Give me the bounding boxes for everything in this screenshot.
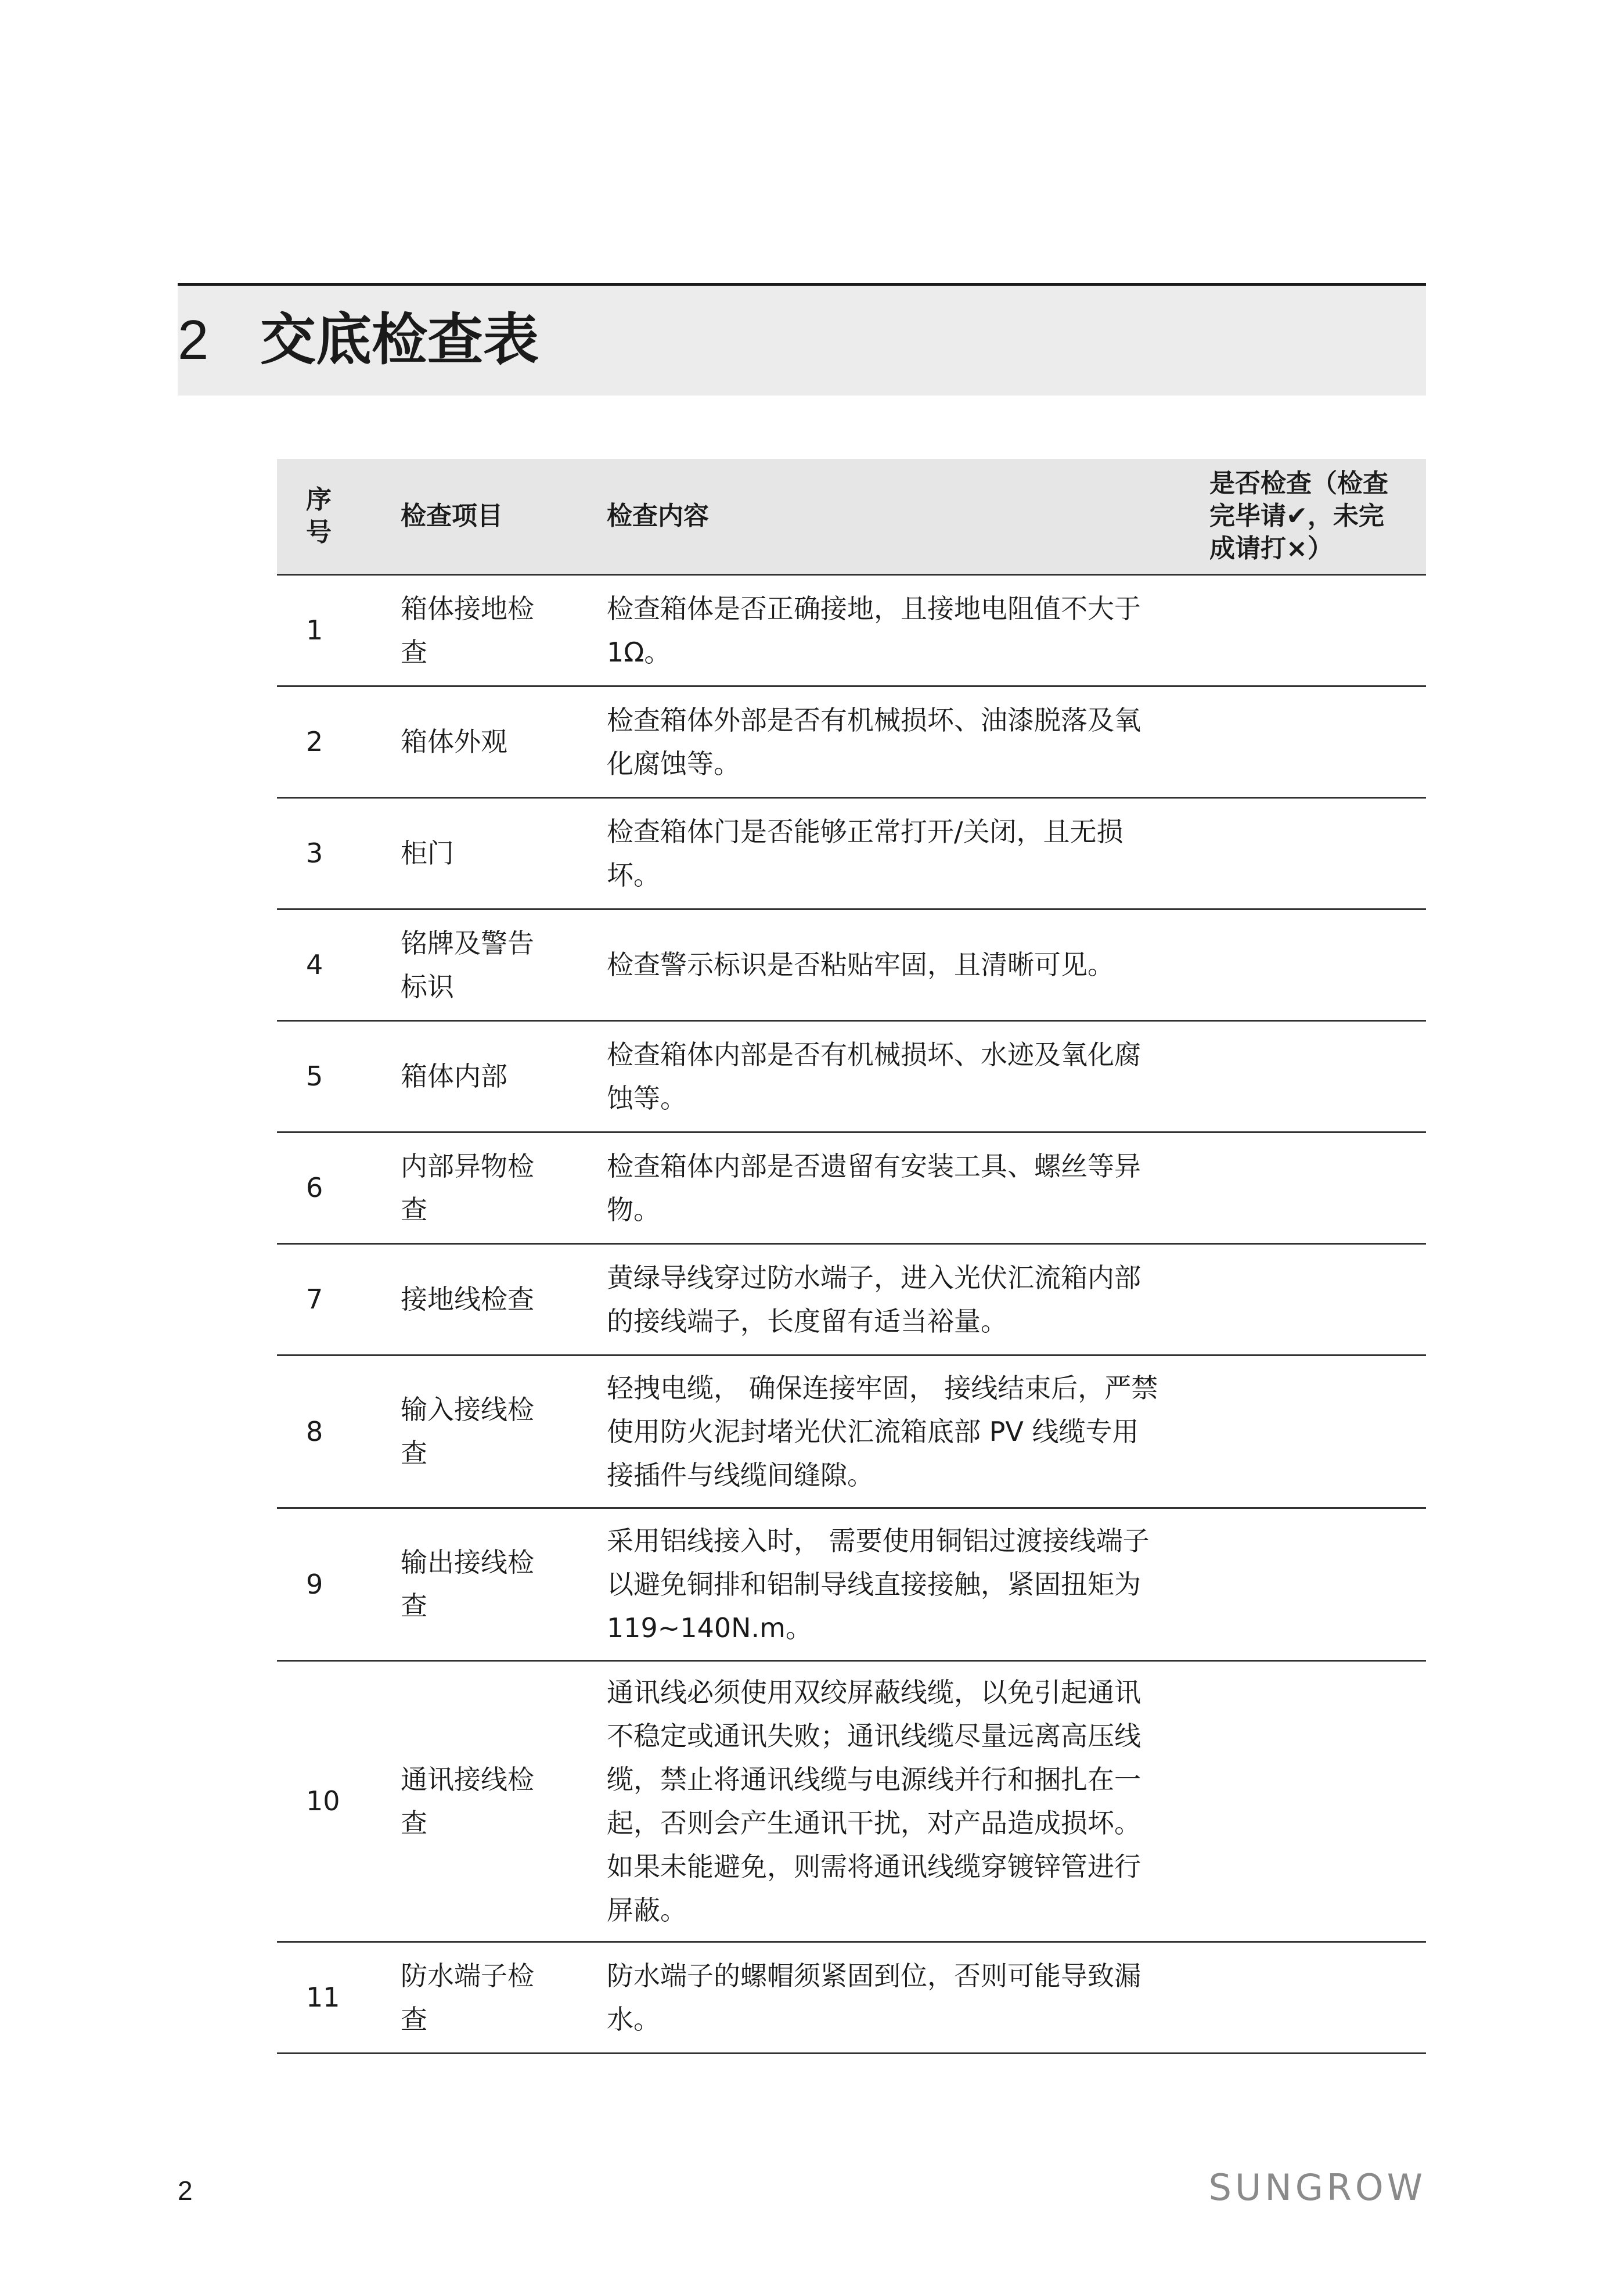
row-status[interactable]: [1209, 1508, 1426, 1661]
row-item: [401, 1021, 607, 1132]
table-row: [277, 909, 1426, 1021]
row-content-label: 检查箱体内部是否遗留有安装工具、螺丝等异物。: [607, 1150, 1141, 1225]
row-item-label: 输出接线检查: [401, 1547, 534, 1622]
row-item-label: 防水端子检查: [401, 1960, 534, 2035]
table-row: [277, 1661, 1426, 1942]
table-row: [277, 798, 1426, 909]
row-content: [607, 1661, 1209, 1942]
header-item-label: 检查项目: [401, 501, 503, 531]
page-number: 2: [178, 2176, 193, 2206]
row-item-label: 箱体内部: [401, 1060, 507, 1092]
row-no: 7: [277, 1244, 401, 1356]
row-item: [401, 1244, 607, 1356]
row-content: [607, 1942, 1209, 2054]
row-no: 5: [277, 1021, 401, 1132]
sungrow-logo: SUNGROW: [1208, 2166, 1426, 2209]
row-no: 9: [277, 1508, 401, 1661]
row-status[interactable]: [1209, 909, 1426, 1021]
row-status[interactable]: [1209, 798, 1426, 909]
row-content-label: 通讯线必须使用双绞屏蔽线缆，以免引起通讯不稳定或通讯失败；通讯线缆尽量远离高压线缆，禁止将通讯线缆与电源线并行和捆扎在一起，否则会产生通讯干扰，对产品造成损坏。如果未能避免，则需将通讯线缆穿镀锌管进行屏蔽。: [607, 1676, 1141, 1926]
row-item-label: 通讯接线检查: [401, 1763, 534, 1839]
row-content-label: 检查箱体外部是否有机械损坏、油漆脱落及氧化腐蚀等。: [607, 704, 1141, 779]
row-status[interactable]: [1209, 1021, 1426, 1132]
row-item-label: 箱体接地检查: [401, 592, 534, 668]
row-item: [401, 909, 607, 1021]
row-content: [607, 1356, 1209, 1508]
header-no: [277, 459, 401, 575]
row-no: 11: [277, 1942, 401, 2054]
row-no: 1: [277, 575, 401, 686]
row-item: [401, 686, 607, 798]
row-content-label: 轻拽电缆， 确保连接牢固， 接线结束后，严禁使用防火泥封堵光伏汇流箱底部 PV 线缆专用接插件与线缆间缝隙。: [607, 1372, 1158, 1491]
row-content: [607, 1244, 1209, 1356]
checklist-table: [277, 459, 1426, 2054]
row-status[interactable]: [1209, 1244, 1426, 1356]
table-row: [277, 575, 1426, 686]
row-item-label: 箱体外观: [401, 726, 507, 757]
row-no: 8: [277, 1356, 401, 1508]
header-content-label: 检查内容: [607, 501, 709, 531]
header-status-label: 是否检查（检查完毕请✔，未完成请打×）: [1209, 469, 1388, 563]
table-row: [277, 686, 1426, 798]
row-content: [607, 909, 1209, 1021]
row-status[interactable]: [1209, 1356, 1426, 1508]
row-item: [401, 1132, 607, 1244]
row-content-label: 检查箱体是否正确接地，且接地电阻值不大于 1Ω。: [607, 592, 1141, 668]
row-status[interactable]: [1209, 1132, 1426, 1244]
row-item: [401, 1508, 607, 1661]
header-no-label: 序号: [306, 485, 332, 547]
row-item: [401, 1942, 607, 2054]
row-no: 10: [277, 1661, 401, 1942]
row-content: [607, 1132, 1209, 1244]
row-item: [401, 798, 607, 909]
row-item-label: 内部异物检查: [401, 1150, 534, 1225]
row-item: [401, 1661, 607, 1942]
row-no: 4: [277, 909, 401, 1021]
row-content-label: 黄绿导线穿过防水端子，进入光伏汇流箱内部的接线端子，长度留有适当裕量。: [607, 1261, 1141, 1337]
row-status[interactable]: [1209, 1942, 1426, 2054]
row-no: 6: [277, 1132, 401, 1244]
row-status[interactable]: [1209, 575, 1426, 686]
table-row: [277, 1942, 1426, 2054]
row-content: [607, 1508, 1209, 1661]
chapter-number: 2: [178, 309, 209, 371]
row-status[interactable]: [1209, 686, 1426, 798]
row-content: [607, 575, 1209, 686]
row-item: [401, 575, 607, 686]
chapter-heading: [178, 283, 1426, 396]
header-status: [1209, 459, 1426, 575]
row-content-label: 防水端子的螺帽须紧固到位，否则可能导致漏水。: [607, 1960, 1141, 2035]
table-row: [277, 1021, 1426, 1132]
chapter-title: 交底检查表: [260, 307, 539, 372]
header-item: [401, 459, 607, 575]
row-item-label: 接地线检查: [401, 1283, 534, 1315]
row-status[interactable]: [1209, 1661, 1426, 1942]
row-item: [401, 1356, 607, 1508]
row-item-label: 输入接线检查: [401, 1394, 534, 1469]
row-content-label: 检查箱体门是否能够正常打开/关闭，且无损坏。: [607, 815, 1124, 891]
row-content-label: 采用铝线接入时， 需要使用铜铝过渡接线端子以避免铜排和铝制导线直接接触，紧固扭矩为 119~140N.m。: [607, 1525, 1150, 1644]
row-content: [607, 1021, 1209, 1132]
table-row: [277, 1508, 1426, 1661]
table-header-row: [277, 459, 1426, 575]
row-content-label: 检查警示标识是否粘贴牢固，且清晰可见。: [607, 949, 1114, 980]
header-content: [607, 459, 1209, 575]
table-row: [277, 1356, 1426, 1508]
table-row: [277, 1132, 1426, 1244]
row-no: 2: [277, 686, 401, 798]
row-item-label: 铭牌及警告标识: [401, 927, 534, 1002]
row-no: 3: [277, 798, 401, 909]
row-item-label: 柜门: [401, 837, 454, 869]
row-content: [607, 686, 1209, 798]
row-content: [607, 798, 1209, 909]
table-body: [277, 575, 1426, 2054]
table-row: [277, 1244, 1426, 1356]
row-content-label: 检查箱体内部是否有机械损坏、水迹及氧化腐蚀等。: [607, 1038, 1141, 1114]
